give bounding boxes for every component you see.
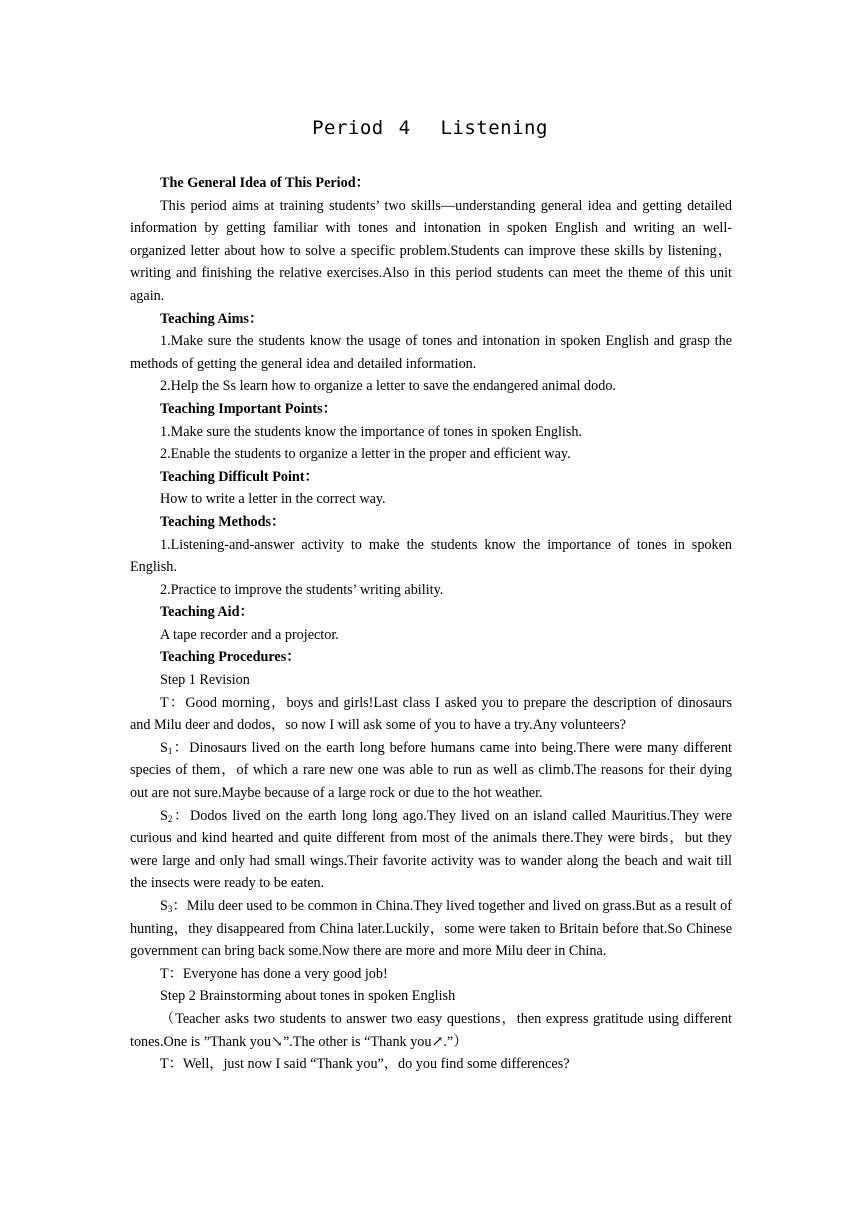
speaker-number: 1 [167, 745, 173, 756]
page-title: Period 4 Listening [312, 117, 548, 139]
speaker-number: 2 [167, 813, 173, 824]
section-heading: Teaching Important Points： [160, 400, 337, 417]
speaker-text: ：Dinosaurs lived on the earth long before humans came into being.There were many different species of them，of which a rare new one was able to run as well as climb.The reasons for their dying out are not sure.Maybe because of a large rock or due to the hot weather. [130, 739, 732, 802]
section-heading: Teaching Methods： [160, 513, 286, 530]
speaker-text: ：Dodos lived on the earth long long ago.They lived on an island called Mauritius.They were curious and kind hearted and quite different from most of the animals there.They were birds，but they were large and only had small wings.Their favorite activity was to wander along the beach and wait till the insects were ready to be eaten. [130, 807, 732, 892]
section-heading: Teaching Difficult Point： [160, 468, 319, 485]
section-heading: Teaching Aims： [160, 310, 264, 327]
body-paragraph: 1.Listening-and-answer activity to make the students know the importance of tones in spoken English. [130, 536, 732, 576]
speaker-number: 3 [167, 904, 173, 914]
body-paragraph: How to write a letter in the correct way. [160, 491, 386, 508]
body-paragraph: Step 2 Brainstorming about tones in spoken English [160, 988, 456, 1005]
body-paragraph: 2.Help the Ss learn how to organize a letter to save the endangered animal dodo. [160, 378, 616, 395]
body-paragraph: A tape recorder and a projector. [160, 626, 339, 643]
body-paragraph [130, 895, 732, 963]
section-heading: The General Idea of This Period： [160, 175, 370, 191]
body-paragraph [130, 805, 732, 895]
speaker-label: S [160, 898, 168, 914]
body-paragraph: This period aims at training students’ two skills—understanding general idea and getting detailed information by getting familiar with tones and intonation in spoken English and writing an well-organized letter about how to solve a specific problem.Students can improve these skills by listening，writing and finishing the relative exercises.Also in this period students can meet the theme of this unit again. [130, 197, 732, 304]
speaker-label: S [160, 739, 168, 756]
body-paragraph: Step 1 Revision [160, 672, 250, 689]
document-body [130, 172, 732, 1076]
body-paragraph [130, 737, 732, 805]
body-paragraph: 2.Enable the students to organize a letter in the proper and efficient way. [160, 446, 571, 463]
body-paragraph: T：Everyone has done a very good job! [160, 965, 388, 982]
body-paragraph: 1.Make sure the students know the usage of tones and intonation in spoken English and grasp the methods of getting the general idea and detailed information. [130, 333, 732, 372]
body-paragraph: 1.Make sure the students know the importance of tones in spoken English. [160, 423, 583, 440]
body-paragraph: 2.Practice to improve the students’ writing ability. [160, 581, 444, 598]
speaker-label: S [160, 807, 168, 824]
section-heading: Teaching Aid： [160, 604, 254, 621]
body-paragraph: （Teacher asks two students to answer two easy questions，then express gratitude using different tones.One is ”Thank you↘”.The other is “Thank you↗.”） [130, 1010, 732, 1050]
section-heading: Teaching Procedures： [160, 649, 301, 666]
body-paragraph: T：Well，just now I said “Thank you”，do you find some differences? [160, 1056, 570, 1073]
body-paragraph: T：Good morning，boys and girls!Last class I asked you to prepare the description of dinosaurs and Milu deer and dodos，so now I will ask some of you to have a try.Any volunteers? [130, 694, 732, 734]
speaker-text: ：Milu deer used to be common in China.They lived together and lived on grass.But as a result of hunting，they disappeared from China later.Luckily，some were taken to Britain before that.So Chinese government can bring back some.Now there are more and more Milu deer in China. [130, 898, 732, 960]
